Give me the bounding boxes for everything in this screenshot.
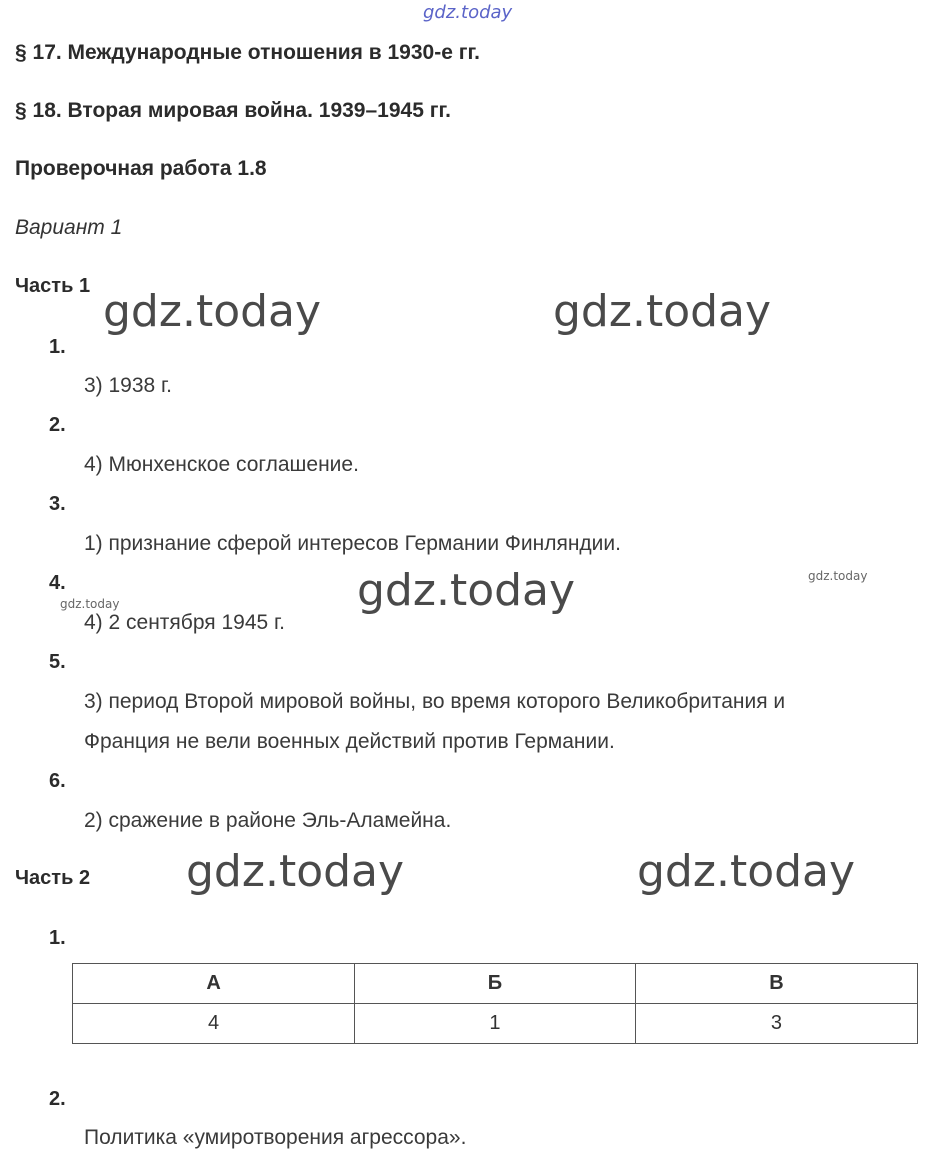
question-number: 2. [49, 1088, 66, 1110]
watermark-top: gdz.today [423, 2, 513, 23]
heading-section-17: § 17. Международные отношения в 1930-е гг. [15, 41, 480, 64]
answer-table [72, 963, 918, 1044]
table-row [73, 1004, 918, 1044]
table-cell: 3 [635, 1004, 917, 1044]
heading-section-18: § 18. Вторая мировая война. 1939–1945 гг. [15, 99, 451, 122]
answer-text: 4) 2 сентября 1945 г. [84, 611, 285, 634]
watermark-5: gdz.today [637, 846, 856, 897]
part2-title: Часть 2 [15, 867, 91, 889]
part1-title: Часть 1 [15, 275, 91, 297]
table-header-cell: Б [355, 964, 636, 1004]
question-number: 5. [49, 651, 66, 673]
watermark-small-2: gdz.today [808, 569, 868, 583]
watermark-4: gdz.today [186, 846, 405, 897]
watermark-3: gdz.today [357, 565, 576, 616]
answer-text: Политика «умиротворения агрессора». [84, 1126, 467, 1149]
heading-test: Проверочная работа 1.8 [15, 157, 267, 180]
answer-text: 3) 1938 г. [84, 374, 172, 397]
table-cell: 1 [355, 1004, 636, 1044]
answer-text-line1: 3) период Второй мировой войны, во время которого Великобритания и [84, 690, 786, 713]
question-number: 4. [49, 572, 66, 594]
variant-label: Вариант 1 [15, 216, 123, 239]
answer-text: 4) Мюнхенское соглашение. [84, 453, 359, 476]
answer-text-line2: Франция не вели военных действий против Германии. [84, 730, 615, 753]
watermark-small-1: gdz.today [60, 597, 120, 611]
table-cell: 4 [73, 1004, 355, 1044]
watermark-2: gdz.today [553, 286, 772, 337]
table-header-cell: В [635, 964, 917, 1004]
table-header-cell: А [73, 964, 355, 1004]
question-number: 3. [49, 493, 66, 515]
question-number: 6. [49, 770, 66, 792]
question-number: 2. [49, 414, 66, 436]
table-header-row [73, 964, 918, 1004]
question-number: 1. [49, 927, 66, 949]
answer-text: 2) сражение в районе Эль-Аламейна. [84, 809, 452, 832]
answer-text: 1) признание сферой интересов Германии Финляндии. [84, 532, 621, 555]
question-number: 1. [49, 336, 66, 358]
watermark-1: gdz.today [103, 286, 322, 337]
